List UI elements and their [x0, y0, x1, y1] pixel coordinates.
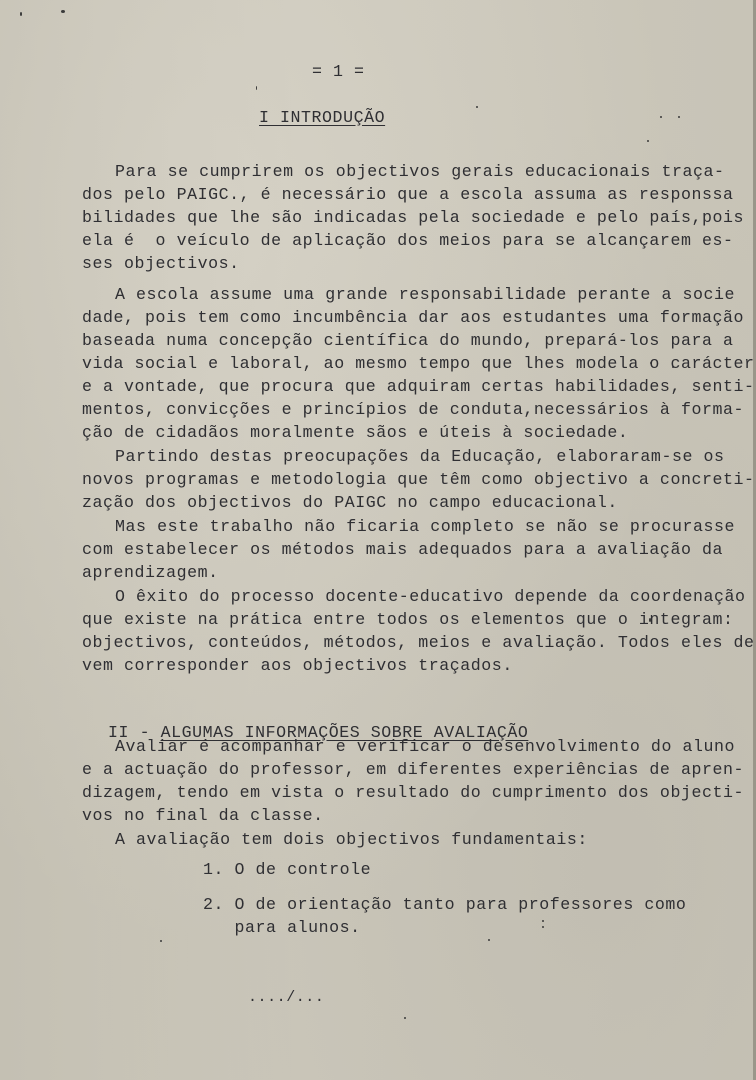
scan-speck [160, 940, 162, 942]
list-item-continuation: para alunos. [203, 918, 361, 937]
paragraph-line: e a actuação do professor, em diferentes experiências de apren- [82, 760, 744, 779]
scan-speck [476, 106, 478, 108]
paragraph-line: vida social e laboral, ao mesmo tempo que lhes modela o carácter [82, 354, 755, 373]
paragraph-line: baseada numa concepção científica do mundo, prepará-los para a [82, 331, 734, 350]
page-number: = 1 = [312, 62, 365, 81]
scan-speck [660, 116, 662, 118]
scan-speck [404, 1017, 406, 1019]
scan-speck [542, 926, 544, 928]
paragraph-line: aprendizagem. [82, 563, 219, 582]
paragraph-line: e a vontade, que procura que adquiram certas habilidades, senti- [82, 377, 755, 396]
paragraph-line: ela é o veículo de aplicação dos meios para se alcançarem es- [82, 231, 734, 250]
paragraph-line: objectivos, conteúdos, métodos, meios e avaliação. Todos eles de [82, 633, 755, 652]
paragraph-line: ção de cidadãos moralmente sãos e úteis à sociedade. [82, 423, 629, 442]
paragraph-line: Para se cumprirem os objectivos gerais educacionais traça- [73, 162, 725, 181]
scan-speck [542, 920, 544, 922]
paragraph-line: novos programas e metodologia que têm como objectivo a concreti- [82, 470, 755, 489]
paragraph-line: ses objectivos. [82, 254, 240, 273]
paragraph-line: dizagem, tendo em vista o resultado do cumprimento dos objecti- [82, 783, 744, 802]
scan-speck [20, 12, 22, 16]
paragraph-line: A avaliação tem dois objectivos fundamentais: [73, 830, 588, 849]
scan-speck [678, 116, 680, 118]
paragraph-line: bilidades que lhe são indicadas pela sociedade e pelo país,pois [82, 208, 744, 227]
paragraph-line: com estabelecer os métodos mais adequados para a avaliação da [82, 540, 723, 559]
paragraph-line: O êxito do processo docente-educativo depende da coordenação [73, 587, 746, 606]
paragraph-line: zação dos objectivos do PAIGC no campo educacional. [82, 493, 618, 512]
scan-speck [61, 10, 65, 13]
paragraph-line: vem corresponder aos objectivos traçados. [82, 656, 513, 675]
paragraph-line: Avaliar é acompanhar e verificar o desenvolvimento do aluno [73, 737, 735, 756]
paragraph-line: Mas este trabalho não ficaria completo se não se procurasse [73, 517, 735, 536]
continuation-mark: ..../... [248, 989, 325, 1006]
section-number: II - [108, 723, 161, 742]
scan-speck [647, 140, 649, 142]
paragraph-line: A escola assume uma grande responsabilidade perante a socie [73, 285, 735, 304]
scan-speck [256, 86, 257, 90]
paragraph-line: mentos, convicções e princípios de conduta,necessários à forma- [82, 400, 744, 419]
list-item: 1. O de controle [203, 860, 372, 879]
paragraph-line: Partindo destas preocupações da Educação, elaboraram-se os [73, 447, 725, 466]
list-item: 2. O de orientação tanto para professores como [203, 895, 687, 914]
paragraph-line: dade, pois tem como incumbência dar aos estudantes uma formação [82, 308, 744, 327]
paragraph-line: dos pelo PAIGC., é necessário que a escola assuma as responssa [82, 185, 734, 204]
paragraph-line: vos no final da classe. [82, 806, 324, 825]
paragraph-line: que existe na prática entre todos os elementos que o integram: [82, 610, 734, 629]
section-title: ALGUMAS INFORMAÇÕES SOBRE AVALIAÇÃO [160, 723, 529, 742]
section-heading-introducao: I INTRODUÇÃO [259, 108, 386, 127]
scan-speck [488, 939, 490, 941]
